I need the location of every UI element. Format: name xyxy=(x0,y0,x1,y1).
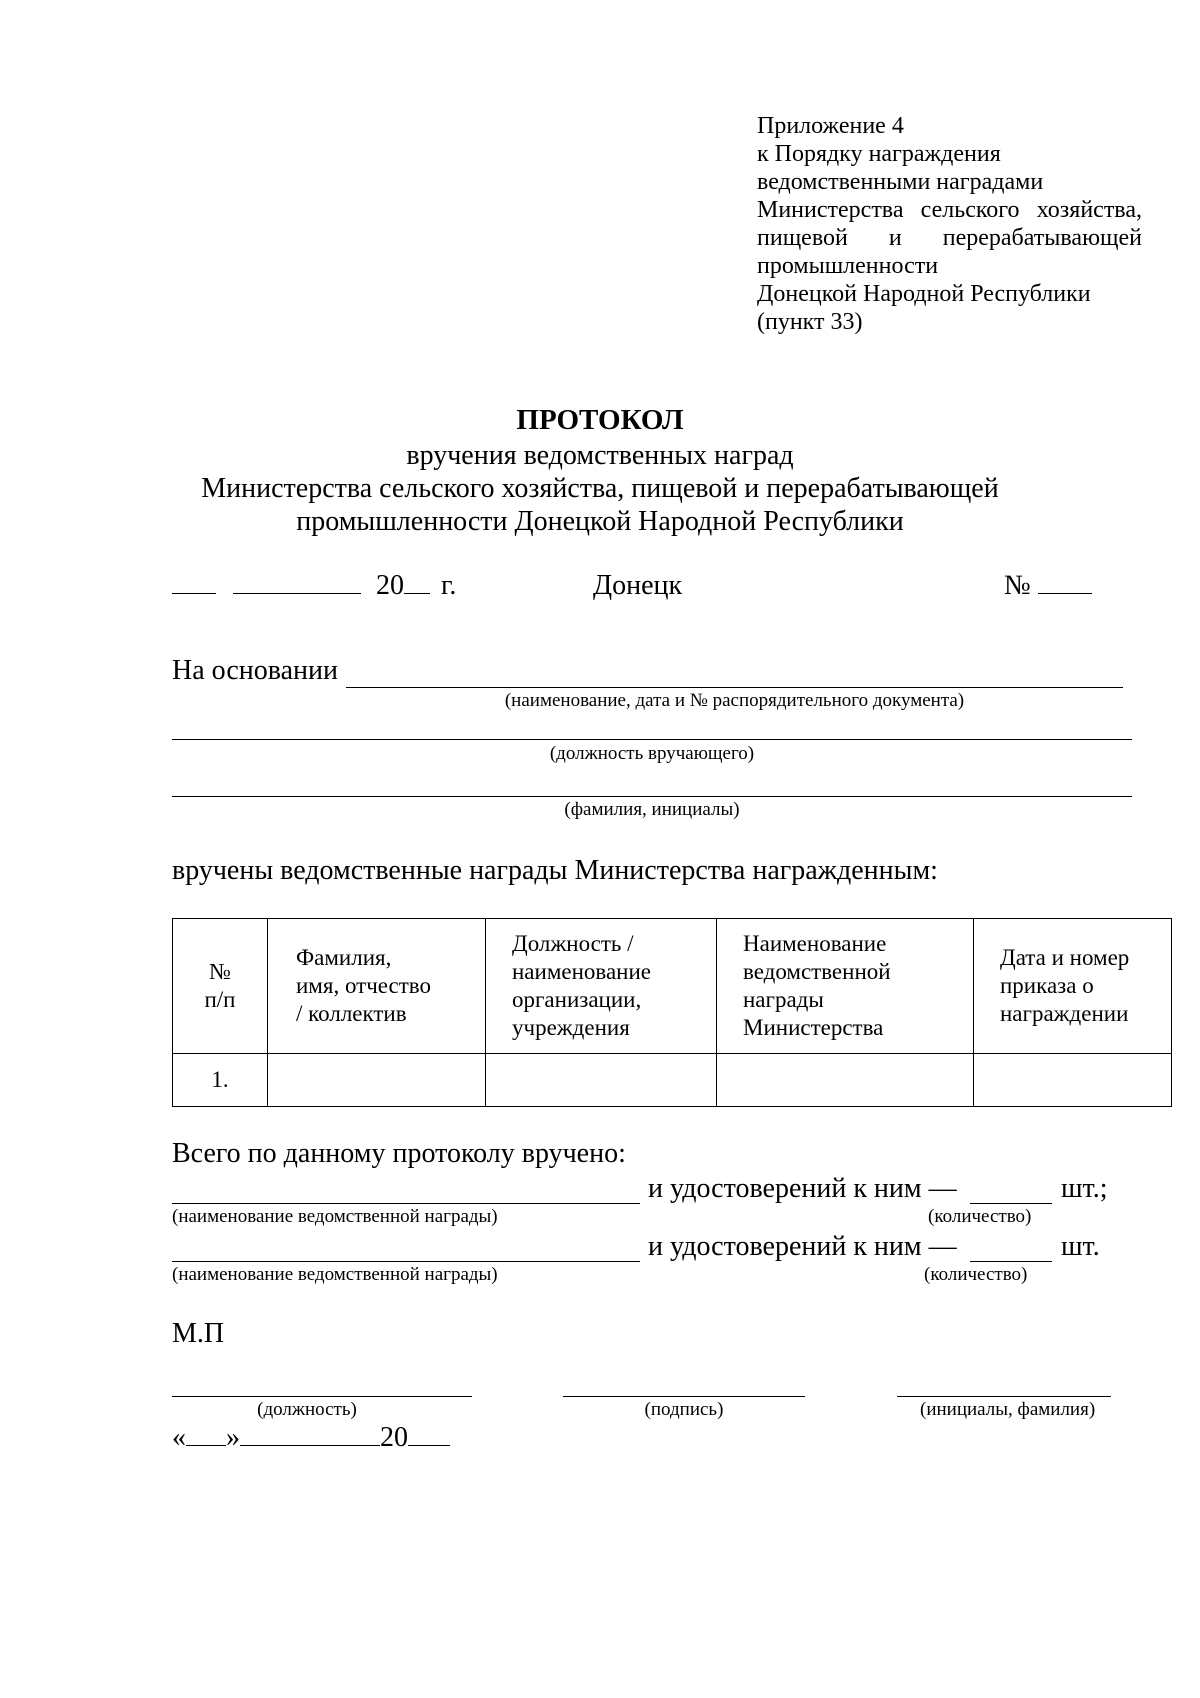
award-name-line-1[interactable] xyxy=(172,1203,640,1204)
table-cell[interactable] xyxy=(717,1054,974,1107)
header-fullname xyxy=(268,919,486,1054)
header-line: Дата и номер xyxy=(1000,945,1130,970)
header-line: ведомственной xyxy=(743,959,891,984)
table-header-row xyxy=(173,919,1172,1054)
header-line: / коллектив xyxy=(296,1001,407,1026)
header-line: награждении xyxy=(1000,1001,1129,1026)
number-sign: № xyxy=(1004,570,1031,601)
appendix-line: (пункт 33) xyxy=(757,309,863,335)
appendix-word: хозяйства, xyxy=(1036,197,1142,223)
month-blank[interactable] xyxy=(233,593,361,594)
appendix-line: ведомственными наградами xyxy=(757,169,1044,195)
signature-date xyxy=(172,1422,450,1454)
signer-position-line[interactable] xyxy=(172,1396,472,1397)
totals-heading: Всего по данному протоколу вручено: xyxy=(172,1138,626,1169)
basis-document-line[interactable] xyxy=(346,687,1123,688)
document-title: ПРОТОКОЛ xyxy=(516,404,684,436)
quantity-line-2[interactable] xyxy=(970,1261,1052,1262)
appendix-word: и xyxy=(888,225,902,251)
city-label: Донецк xyxy=(593,570,683,601)
award-name-caption-2: (наименование ведомственной награды) xyxy=(172,1264,498,1285)
title-subline: вручения ведомственных наград xyxy=(406,440,794,471)
appendix-line: к Порядку награждения xyxy=(757,141,1001,167)
date-field xyxy=(172,570,456,602)
appendix-line: Приложение 4 xyxy=(757,113,904,139)
appendix-word: перерабатывающей xyxy=(942,225,1142,251)
unit-1: шт.; xyxy=(1061,1173,1108,1204)
header-line: учреждения xyxy=(512,1015,630,1040)
appendix-word: Министерства xyxy=(757,197,904,223)
header-line: Должность / xyxy=(512,931,634,956)
table-cell: 1. xyxy=(173,1054,268,1107)
appendix-line xyxy=(757,224,1142,252)
close-quote: » xyxy=(226,1422,240,1453)
appendix-block xyxy=(757,112,1142,336)
number-blank[interactable] xyxy=(1038,593,1092,594)
quantity-line-1[interactable] xyxy=(970,1203,1052,1204)
title-subline: Министерства сельского хозяйства, пищевой и перерабатывающей xyxy=(201,473,999,504)
award-name-line-2[interactable] xyxy=(172,1261,640,1262)
certificates-text-2: и удостоверений к ним — xyxy=(648,1231,957,1262)
open-quote: « xyxy=(172,1422,186,1453)
signature-line[interactable] xyxy=(563,1396,805,1397)
basis-label: На основании xyxy=(172,655,338,686)
award-name-caption-1: (наименование ведомственной награды) xyxy=(172,1206,498,1227)
appendix-word: пищевой xyxy=(757,225,848,251)
header-line: наименование xyxy=(512,959,651,984)
certificates-text-1: и удостоверений к ним — xyxy=(648,1173,957,1204)
table-cell[interactable] xyxy=(974,1054,1172,1107)
header-award-name xyxy=(717,919,974,1054)
awards-table xyxy=(172,918,1172,1107)
position-line[interactable] xyxy=(172,739,1132,740)
header-line: приказа о xyxy=(1000,973,1094,998)
appendix-line xyxy=(757,196,1142,224)
appendix-line: промышленности xyxy=(757,253,939,279)
position-caption: (должность вручающего) xyxy=(549,743,755,764)
table-cell[interactable] xyxy=(268,1054,486,1107)
quantity-caption-1: (количество) xyxy=(928,1206,1032,1227)
header-line: Наименование xyxy=(743,931,887,956)
header-line: организации, xyxy=(512,987,642,1012)
header-line: Фамилия, xyxy=(296,945,392,970)
name-caption: (фамилия, инициалы) xyxy=(564,799,740,820)
header-order xyxy=(974,919,1172,1054)
year-suffix: г. xyxy=(441,570,457,601)
year-blank[interactable] xyxy=(404,593,430,594)
sig-month-blank[interactable] xyxy=(240,1445,380,1446)
table-cell[interactable] xyxy=(486,1054,717,1107)
quantity-caption-2: (количество) xyxy=(924,1264,1028,1285)
sig-year-prefix: 20 xyxy=(380,1422,408,1453)
appendix-word: сельского xyxy=(920,197,1020,223)
name-line[interactable] xyxy=(172,796,1132,797)
signer-name-line[interactable] xyxy=(897,1396,1111,1397)
header-position xyxy=(486,919,717,1054)
header-number xyxy=(173,919,268,1054)
basis-document-caption: (наименование, дата и № распорядительного документа) xyxy=(504,690,965,711)
signer-name-caption: (инициалы, фамилия) xyxy=(920,1399,1096,1420)
stamp-label: М.П xyxy=(172,1318,225,1349)
header-line: п/п xyxy=(204,987,236,1012)
sig-year-blank[interactable] xyxy=(408,1445,450,1446)
number-field xyxy=(1004,570,1092,602)
appendix-line: Донецкой Народной Республики xyxy=(757,281,1091,307)
table-row xyxy=(173,1054,1172,1107)
signer-position-caption: (должность) xyxy=(257,1399,357,1420)
signature-caption: (подпись) xyxy=(644,1399,724,1420)
header-line: № xyxy=(209,959,231,984)
year-prefix: 20 xyxy=(376,570,404,601)
awarded-text: вручены ведомственные награды Министерства награжденным: xyxy=(172,855,938,886)
header-line: Министерства xyxy=(743,1015,884,1040)
header-line: награды xyxy=(743,987,824,1012)
title-subline: промышленности Донецкой Народной Республики xyxy=(296,506,904,537)
day-blank[interactable] xyxy=(172,593,216,594)
header-line: имя, отчество xyxy=(296,973,432,998)
sig-day-blank[interactable] xyxy=(186,1445,226,1446)
unit-2: шт. xyxy=(1061,1231,1100,1262)
